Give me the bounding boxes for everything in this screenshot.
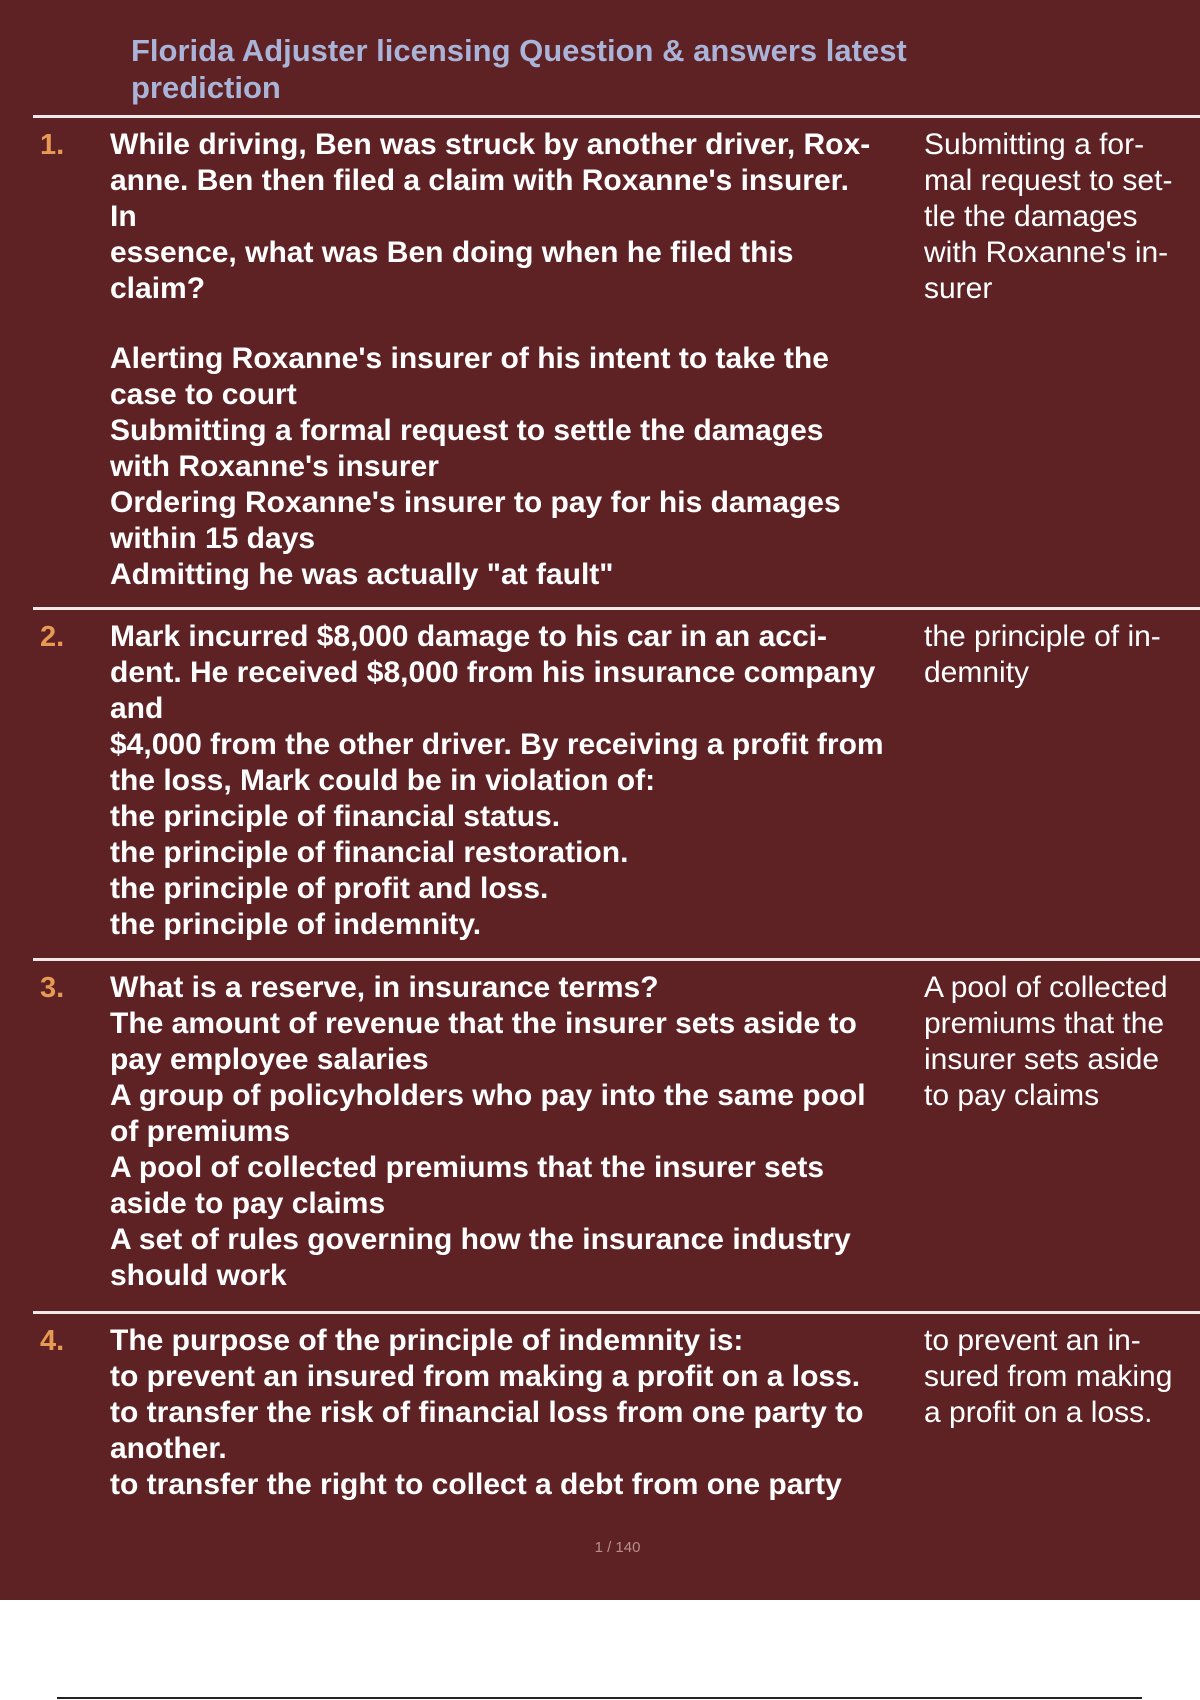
answer-line: mal request to set- [924,164,1173,197]
question-line: A pool of collected premiums that the insurer sets [110,1151,825,1184]
option-line: Alerting Roxanne's insurer of his intent to take the [110,342,829,375]
question-line: A set of rules governing how the insurance industry [110,1223,851,1256]
answer-text [924,619,1186,691]
spacer [110,307,915,341]
answer-line: insurer sets aside [924,1043,1160,1076]
question-line: A group of policyholders who pay into the same pool [110,1079,866,1112]
question-line: aside to pay claims [110,1187,386,1220]
item-number: 2. [40,621,65,653]
section-divider [33,1311,1200,1314]
question-line: Mark incurred $8,000 damage to his car in an acci- [110,620,827,653]
answer-line: tle the damages [924,200,1138,233]
answer-line: surer [924,272,993,305]
section-divider [33,958,1200,961]
footer-divider [57,1697,1142,1699]
answer-line: the principle of in- [924,620,1161,653]
question-line: to transfer the risk of financial loss from one party to [110,1396,864,1429]
answer-line: demnity [924,656,1030,689]
document-title-line: Florida Adjuster licensing Question & answers latest [131,33,907,68]
question-text [110,970,915,1294]
question-line: to prevent an insured from making a profit on a loss. [110,1360,861,1393]
answer-line: a profit on a loss. [924,1396,1153,1429]
question-line: the principle of profit and loss. [110,872,549,905]
answer-line: to pay claims [924,1079,1100,1112]
question-line: of premiums [110,1115,291,1148]
question-line: the principle of financial restoration. [110,836,629,869]
option-line: case to court [110,378,297,411]
option-line: with Roxanne's insurer [110,450,439,483]
answer-line: sured from making [924,1360,1173,1393]
question-line: What is a reserve, in insurance terms? [110,971,659,1004]
document-title-line: prediction [131,70,281,105]
item-number: 4. [40,1325,65,1357]
question-line: essence, what was Ben doing when he filed this [110,236,794,269]
question-line: $4,000 from the other driver. By receiving a profit from [110,728,884,761]
question-line: the principle of indemnity. [110,908,482,941]
question-line: anne. Ben then filed a claim with Roxanne's insurer. [110,164,849,197]
option-line: Admitting he was actually "at fault" [110,558,614,591]
option-line: Ordering Roxanne's insurer to pay for his damages [110,486,841,519]
answer-text [924,1323,1186,1431]
section-divider [33,115,1200,118]
item-number: 1. [40,129,65,161]
page-indicator: 1 / 140 [594,1539,641,1556]
question-line: dent. He received $8,000 from his insurance company [110,656,876,689]
document-title [131,32,1031,106]
question-line: claim? [110,272,206,305]
question-line: pay employee salaries [110,1043,429,1076]
question-line: to transfer the right to collect a debt from one party [110,1468,842,1501]
answer-line: premiums that the [924,1007,1165,1040]
question-line: and [110,692,164,725]
answer-line: with Roxanne's in- [924,236,1169,269]
question-line: should work [110,1259,287,1292]
answer-line: to prevent an in- [924,1324,1141,1357]
option-line: within 15 days [110,522,316,555]
option-line: Submitting a formal request to settle the damages [110,414,824,447]
answer-text [924,127,1186,307]
item-number: 3. [40,972,65,1004]
question-line: The purpose of the principle of indemnity is: [110,1324,744,1357]
question-line: the loss, Mark could be in violation of: [110,764,656,797]
answer-text [924,970,1186,1114]
question-line: the principle of financial status. [110,800,561,833]
question-text [110,619,915,943]
question-line: another. [110,1432,227,1465]
question-line: The amount of revenue that the insurer sets aside to [110,1007,857,1040]
question-text [110,127,915,593]
section-divider [33,607,1200,610]
answer-line: A pool of collected [924,971,1168,1004]
question-line: While driving, Ben was struck by another driver, Rox- [110,128,871,161]
answer-line: Submitting a for- [924,128,1145,161]
question-line: In [110,200,137,233]
question-text [110,1323,915,1503]
